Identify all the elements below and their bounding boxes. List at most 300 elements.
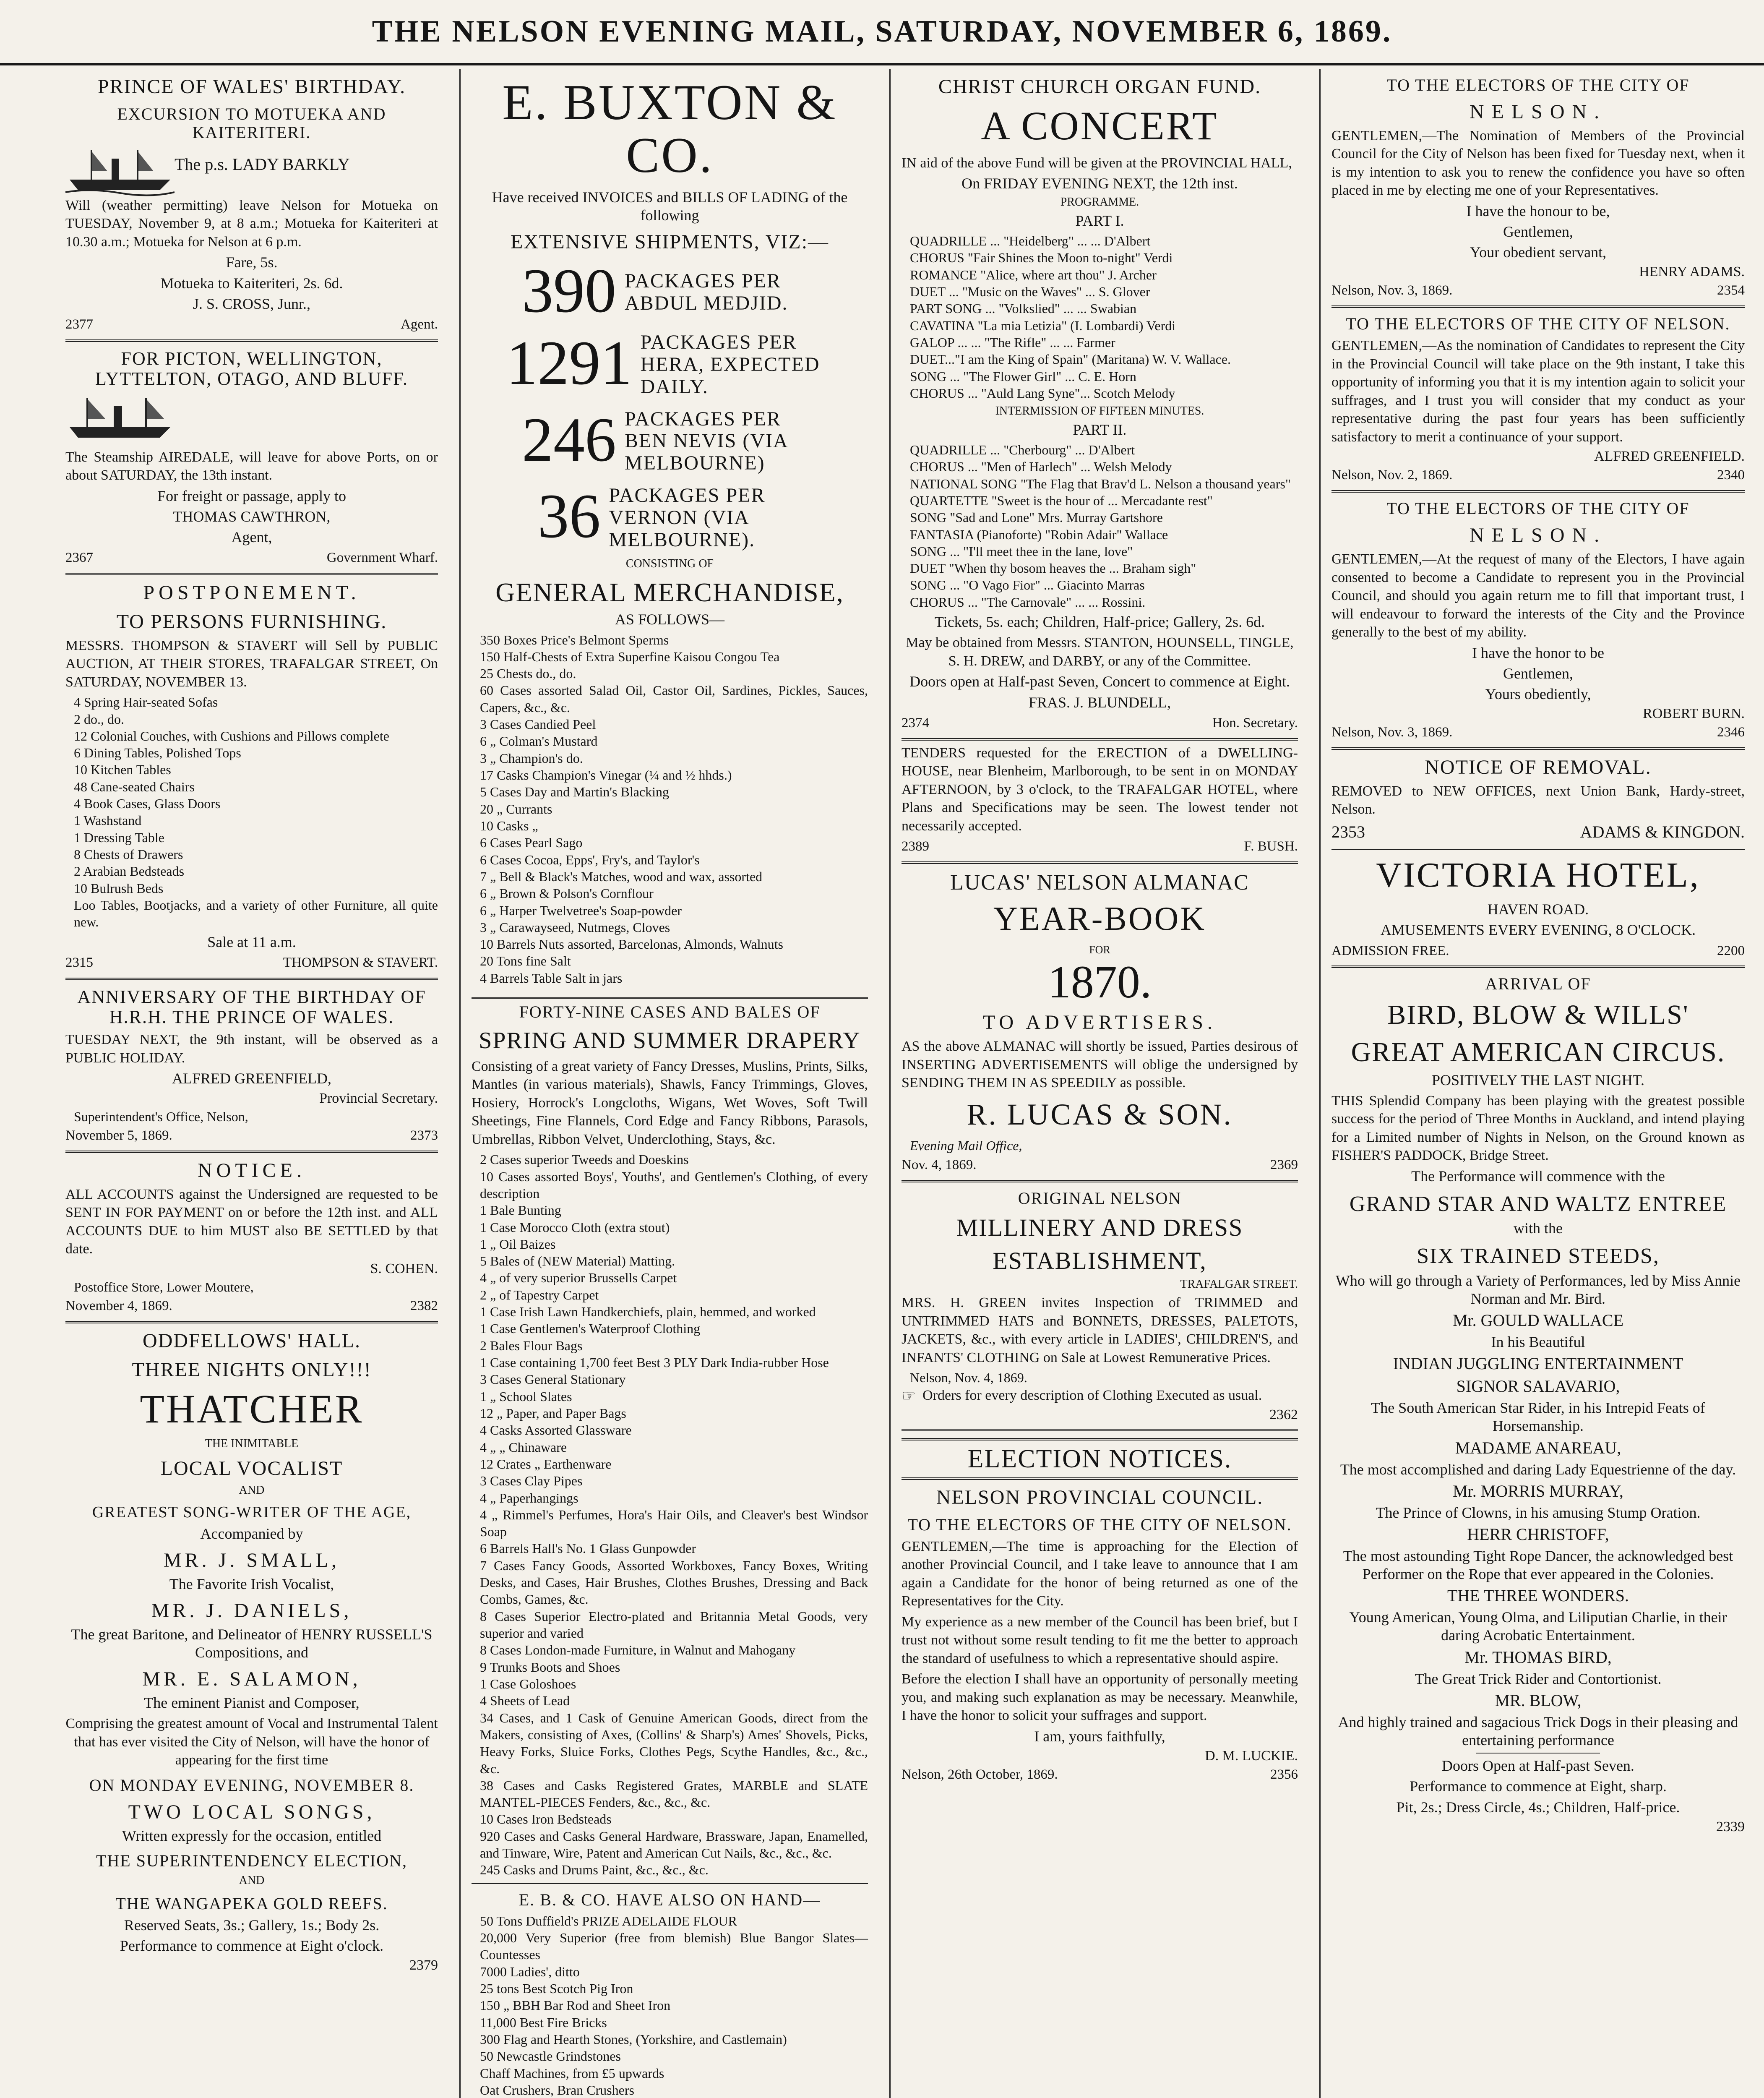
- ad-election-greenfield: [1331, 315, 1745, 493]
- list-item: 20 „ Currants: [480, 801, 552, 817]
- list-item: 1 „ Oil Baizes: [480, 1236, 556, 1252]
- ad-millinery: [902, 1189, 1298, 1431]
- list-item: 1 „ School Slates: [480, 1388, 572, 1404]
- list-item: 50 Newcastle Grindstones: [480, 2048, 621, 2064]
- ad-city: NELSON.: [1469, 101, 1607, 123]
- ad-number: 2339: [1716, 1819, 1745, 1834]
- list-item: 2 do., do.: [74, 711, 124, 727]
- list-item: 2 „ of Tapestry Carpet: [480, 1287, 599, 1302]
- list-item: 25 tons Best Scotch Pig Iron: [480, 1981, 633, 1996]
- ad-number: 2369: [1270, 1157, 1298, 1172]
- ad-footer: [1331, 942, 1745, 960]
- list-item: DUET..."I am the King of Spain" (Maritana) W. V. Wallace.: [910, 352, 1231, 367]
- ad-removal: [1331, 757, 1745, 850]
- list-item: GALOP ... ... "The Rifle" ... ... Farmer: [910, 334, 1115, 350]
- performance-intro: The Performance will commence with the: [1411, 1167, 1665, 1185]
- programme-part-1: [902, 232, 1298, 402]
- list-item: SONG "Sad and Lone" Mrs. Murray Gartshore: [910, 510, 1163, 525]
- list-item: 1 Dressing Table: [74, 830, 164, 845]
- ad-to: TO THE ELECTORS OF THE CITY OF: [1386, 76, 1690, 94]
- act-desc: The most accomplished and daring Lady Equestrienne of the day.: [1340, 1461, 1736, 1478]
- doors-note: Doors Open at Half-past Seven.: [1442, 1757, 1634, 1774]
- ad-heading: NOTICE.: [198, 1159, 306, 1182]
- fare: Fare, 5s.: [226, 254, 278, 271]
- ad-title: TO PERSONS FURNISHING.: [116, 610, 387, 633]
- programme-heading: PROGRAMME.: [1060, 196, 1139, 209]
- performer-name: THATCHER: [140, 1386, 364, 1431]
- pointing-hand-icon: ☞: [902, 1387, 916, 1405]
- list-item: 8 Cases London-made Furniture, in Walnut and Mahogany: [480, 1642, 796, 1658]
- ad-buxton: [472, 76, 868, 991]
- act-desc: Young American, Young Olma, and Liliputian Charlie, in their daring Acrobatic Entertainment.: [1349, 1609, 1727, 1644]
- package-count: 390: [522, 256, 616, 326]
- list-item: 34 Cases, and 1 Cask of Genuine American Goods, direct from the Makers, consisting of Axes, (Collins' & Sharp's) Ames' Shovels, Picks, Heavy Forks, Sluice Forks, Clothes Pegs, Scythe Handles, &c., &c., &c.: [480, 1710, 868, 1776]
- ad-body: ALL ACCOUNTS against the Undersigned are requested to be SENT IN FOR PAYMENT on or before the 12th inst. and ALL ACCOUNTS DUE to him MUST also BE SETTLED by that date.: [65, 1186, 438, 1257]
- almanac-title: LUCAS' NELSON ALMANAC: [950, 871, 1249, 895]
- almanac-subtitle: YEAR-BOOK: [993, 900, 1206, 938]
- steamship-icon: [65, 146, 175, 196]
- line: Accompanied by: [200, 1525, 303, 1542]
- ad-number: 2353: [1331, 822, 1365, 841]
- list-item: 5 Cases Day and Martin's Blacking: [480, 784, 670, 800]
- agent-title: Agent,: [231, 528, 272, 545]
- ad-number: 2340: [1717, 467, 1745, 483]
- list-item: 8 Chests of Drawers: [74, 847, 183, 862]
- obtain-note: May be obtained from Messrs. STANTON, HOUNSELL, TINGLE, S. H. DREW, and DARBY, or any of the Committee.: [906, 635, 1294, 669]
- ad-footer: [65, 549, 438, 567]
- place: Postoffice Store, Lower Moutere,: [74, 1279, 254, 1294]
- act-name: Mr. GOULD WALLACE: [1452, 1310, 1623, 1330]
- ad-oddfellows: [65, 1330, 438, 1979]
- office: Evening Mail Office,: [910, 1138, 1022, 1153]
- list-item: DUET "When thy bosom heaves the ... Braham sigh": [910, 561, 1196, 576]
- list-item: 1 Case Morocco Cloth (extra stout): [480, 1219, 670, 1235]
- shipment: [472, 478, 868, 554]
- ad-heading: PRINCE OF WALES' BIRTHDAY.: [97, 76, 406, 98]
- ad-signature: ADAMS & KINGDON.: [1580, 822, 1745, 841]
- song-title: THE WANGAPEKA GOLD REEFS.: [115, 1894, 388, 1913]
- ad-number: 2379: [409, 1957, 438, 1973]
- act-desc: The Great Trick Rider and Contortionist.: [1415, 1670, 1662, 1687]
- line: Written expressly for the occasion, entitled: [122, 1827, 382, 1844]
- act-desc: The Prince of Clowns, in his amusing Stump Oration.: [1376, 1504, 1701, 1521]
- agent-place: Government Wharf.: [326, 550, 438, 566]
- section-heading: ELECTION NOTICES.: [902, 1438, 1298, 1480]
- programme-part-2: [902, 441, 1298, 611]
- grand-entree: GRAND STAR AND WALTZ ENTREE: [1349, 1192, 1727, 1216]
- ad-body: GENTLEMEN,—As the nomination of Candidates to represent the City in the Provincial Council will take place on the 9th instant, I take this opportunity of informing you that it is my intention again to solicit your suffrages, and I trust you will consider that my conduct as your representative during the past four years has been sufficiently satisfactory to merit a continuance of your support.: [1331, 338, 1745, 445]
- hotel-road: HAVEN ROAD.: [1487, 901, 1589, 918]
- package-count: 246: [522, 404, 616, 475]
- list-item: 6 Barrels Hall's No. 1 Glass Gunpowder: [480, 1541, 696, 1556]
- ad-notice-cohen: [65, 1160, 438, 1323]
- freight-note: For freight or passage, apply to: [157, 487, 346, 504]
- list-item: 10 Cases assorted Boys', Youths', and Gentlemen's Clothing, of every description: [480, 1169, 868, 1201]
- performer: MR. E. SALAMON,: [142, 1668, 361, 1691]
- ad-number: 2362: [1269, 1406, 1298, 1422]
- drapery-items: [472, 1151, 868, 1878]
- list-item: 4 Book Cases, Glass Doors: [74, 796, 221, 812]
- admission: ADMISSION FREE.: [1331, 943, 1449, 958]
- act-desc: The South American Star Rider, in his Intrepid Feats of Horsemanship.: [1371, 1399, 1705, 1435]
- ad-heading: POSTPONEMENT.: [143, 582, 360, 604]
- list-item: 12 „ Paper, and Paper Bags: [480, 1405, 626, 1421]
- prices: Pit, 2s.; Dress Circle, 4s.; Children, Half-price.: [1396, 1798, 1680, 1816]
- list-item: SONG ... "I'll meet thee in the lane, love": [910, 543, 1133, 559]
- shipment: [472, 402, 868, 478]
- list-item: 245 Casks and Drums Paint, &c., &c., &c.: [480, 1862, 709, 1878]
- list-item: FANTASIA (Pianoforte) "Robin Adair" Wallace: [910, 527, 1168, 542]
- closing: I am, yours faithfully,: [1034, 1727, 1165, 1745]
- ad-signature: HENRY ADAMS.: [1639, 264, 1745, 280]
- list-item: 25 Chests do., do.: [480, 666, 576, 681]
- line: CONSISTING OF: [625, 557, 714, 571]
- act-name: Mr. THOMAS BIRD,: [1464, 1647, 1612, 1667]
- ad-body: MESSRS. THOMPSON & STAVERT will Sell by PUBLIC AUCTION, AT THEIR STORES, TRAFALGAR STREET, On SATURDAY, NOVEMBER 13.: [65, 637, 438, 690]
- ad-signature: ALFRED GREENFIELD.: [1594, 449, 1745, 464]
- circus-title: GREAT AMERICAN CIRCUS.: [1351, 1037, 1725, 1067]
- ad-signature: FRAS. J. BLUNDELL,: [1028, 694, 1171, 711]
- ad-body: GENTLEMEN,—The time is approaching for the Election of another Provincial Council, and I take leave to announce that I am again a Candidate for the honor of being returned as one of the Representatives for the City.: [902, 1538, 1298, 1609]
- tickets: Tickets, 5s. each; Children, Half-price; Gallery, 2s. 6d.: [934, 613, 1265, 631]
- list-item: 6 „ Harper Twelvetree's Soap-powder: [480, 903, 682, 918]
- circus-acts: [1331, 1310, 1745, 1749]
- list-item: 50 Tons Duffield's PRIZE ADELAIDE FLOUR: [480, 1913, 737, 1928]
- list-item: QUADRILLE ... "Cherbourg" ... D'Albert: [910, 442, 1135, 457]
- ad-body: THIS Splendid Company has been playing with the greatest possible success for the period of Three Months in Auckland, and intend playing for a Limited number of Nights in Nelson, on the Ground known as FISHER'S PADDOCK, Bridge Street.: [1331, 1093, 1745, 1164]
- package-count: 36: [537, 481, 601, 551]
- office: Superintendent's Office, Nelson,: [74, 1109, 248, 1124]
- ad-election-burn: [1331, 499, 1745, 750]
- ad-title: NELSON PROVINCIAL COUNCIL.: [936, 1486, 1264, 1508]
- list-item: 350 Boxes Price's Belmont Sperms: [480, 632, 669, 647]
- ad-tenders: [902, 744, 1298, 864]
- performer: MR. J. SMALL,: [163, 1549, 340, 1572]
- list-item: 4 Sheets of Lead: [480, 1693, 570, 1709]
- list-item: 10 Cases Iron Bedsteads: [480, 1811, 612, 1827]
- almanac-year: 1870.: [1047, 956, 1152, 1008]
- ad-heading: ODDFELLOWS' HALL.: [143, 1329, 361, 1352]
- ad-auction: [65, 582, 438, 980]
- list-item: QUARTETTE "Sweet is the hour of ... Mercadante rest": [910, 493, 1213, 508]
- act-name: MR. BLOW,: [1495, 1691, 1582, 1710]
- ad-body-2: My experience as a new member of the Council has been brief, but I trust not without some result tending to fit me the better to approach the standard of usefulness to which a representative should aspire.: [902, 1614, 1298, 1666]
- ad-signature-title: Provincial Secretary.: [319, 1090, 438, 1106]
- ad-signature: D. M. LUCKIE.: [1205, 1748, 1298, 1764]
- list-item: 3 „ Carawayseed, Nutmegs, Cloves: [480, 919, 670, 935]
- street: TRAFALGAR STREET.: [1180, 1278, 1298, 1291]
- list-item: 300 Flag and Hearth Stones, (Yorkshire, and Castlemain): [480, 2031, 787, 2047]
- sale-time: Sale at 11 a.m.: [207, 933, 296, 950]
- list-item: QUADRILLE ... "Heidelberg" ... ... D'Albert: [910, 233, 1151, 249]
- act: [1331, 1438, 1745, 1479]
- closing-2: Gentlemen,: [1503, 223, 1573, 240]
- act-name: MADAME ANAREAU,: [1455, 1438, 1621, 1457]
- list-item: 17 Casks Champion's Vinegar (¼ and ½ hhds.): [480, 767, 732, 783]
- ad-date: Nelson, Nov. 3, 1869.: [1331, 725, 1453, 740]
- ad-title: E. B. & CO. HAVE ALSO ON HAND—: [519, 1890, 821, 1909]
- event-date: ON MONDAY EVENING, NOVEMBER 8.: [89, 1775, 414, 1795]
- shipment: [472, 257, 868, 325]
- ad-heading: NOTICE OF REMOVAL.: [1425, 756, 1652, 779]
- list-item: 10 Kitchen Tables: [74, 762, 171, 778]
- list-item: CAVATINA "La mia Letizia" (I. Lombardi) Verdi: [910, 318, 1176, 333]
- ad-body: Comprising the greatest amount of Vocal and Instrumental Talent that has ever visited the City of Nelson, will have the honor of appearing for the first time: [65, 1716, 438, 1768]
- ad-heading: CHRIST CHURCH ORGAN FUND.: [938, 76, 1261, 98]
- list-item: 1 Case Gentlemen's Waterproof Clothing: [480, 1321, 701, 1336]
- ad-signature: THOMPSON & STAVERT.: [283, 955, 438, 970]
- list-item: 10 Barrels Nuts assorted, Barcelonas, Almonds, Walnuts: [480, 937, 783, 952]
- ad-title: FORTY-NINE CASES AND BALES OF: [472, 997, 868, 1021]
- column-2: [459, 69, 879, 2098]
- ad-footer: [65, 954, 438, 972]
- performer-desc: The eminent Pianist and Composer,: [144, 1694, 360, 1712]
- ad-signature: ROBERT BURN.: [1643, 706, 1745, 722]
- list-item: 4 „ „ Chinaware: [480, 1439, 567, 1455]
- line: TWO LOCAL SONGS,: [128, 1801, 375, 1823]
- ad-steamship-airedale: [65, 349, 438, 575]
- ad-body: AS the above ALMANAC will shortly be issued, Parties desirous of INSERTING ADVERTISEMENTS will oblige the undersigned by SENDING THEM IN AS SPEEDILY as possible.: [902, 1039, 1298, 1091]
- ad-signature-title: Hon. Secretary.: [1212, 715, 1298, 731]
- list-item: 2 Arabian Bedsteads: [74, 864, 185, 879]
- ad-title: A CONCERT: [981, 103, 1219, 148]
- ad-body: Consisting of a great variety of Fancy Dresses, Muslins, Prints, Silks, Mantles (in various materials), Shawls, Fancy Trimmings, Gloves, Hosiery, Horrock's Longcloths, Wigans, Wet Woves, Soft Twill Sheetings, Fine Flannels, Cord Edge and Fancy Ribbons, Parasols, Umbrellas, Ribbon Velvet, Underclothing, Stays, &c.: [472, 1058, 868, 1147]
- steeds-desc: Who will go through a Variety of Performances, led by Miss Annie Norman and Mr. Bird.: [1335, 1272, 1741, 1307]
- act-desc-2: INDIAN JUGGLING ENTERTAINMENT: [1393, 1354, 1683, 1373]
- ad-number: 2356: [1270, 1767, 1298, 1782]
- list-item: CHORUS ... "The Carnovale" ... ... Rossini.: [910, 594, 1146, 610]
- list-item: 9 Trunks Boots and Shoes: [480, 1659, 620, 1675]
- package-count: 1291: [506, 328, 632, 398]
- ad-signature: S. COHEN.: [370, 1260, 438, 1276]
- ad-date: Nelson, Nov. 3, 1869.: [1331, 283, 1453, 298]
- ad-signature: F. BUSH.: [1244, 839, 1298, 854]
- ad-date: November 4, 1869.: [65, 1298, 172, 1314]
- line: AND: [239, 1483, 265, 1497]
- act: [1331, 1376, 1745, 1435]
- package-vessel: PACKAGES PER VERNON (VIA MELBOURNE).: [609, 484, 766, 551]
- line: EXTENSIVE SHIPMENTS, VIZ:—: [510, 231, 829, 253]
- advertisers-heading: TO ADVERTISERS.: [983, 1011, 1217, 1034]
- ad-footer: [902, 1766, 1298, 1784]
- ad-date: Nelson, 26th October, 1869.: [902, 1767, 1058, 1782]
- auction-items: [65, 694, 438, 930]
- ad-body: TENDERS requested for the ERECTION of a DWELLING-HOUSE, near Blenheim, Marlborough, to be sent in on MONDAY AFTERNOON, by 3 o'clock, to the TRAFALGAR HOTEL, where Plans and Specifications may be seen. The lowest tender not necessarily accepted.: [902, 745, 1298, 834]
- ad-footer: [1331, 821, 1745, 843]
- shipment: [472, 325, 868, 401]
- agent-name: THOMAS CAWTHRON,: [173, 508, 331, 525]
- ad-title: E. BUXTON & CO.: [502, 74, 837, 183]
- list-item: 150 „ BBH Bar Rod and Sheet Iron: [480, 1998, 671, 2013]
- event-date: On FRIDAY EVENING NEXT, the 12th inst.: [961, 175, 1238, 192]
- song-title: THE SUPERINTENDENCY ELECTION,: [96, 1851, 407, 1870]
- ad-title: FOR PICTON, WELLINGTON, LYTTELTON, OTAGO, AND BLUFF.: [95, 348, 409, 389]
- list-item: 10 Bulrush Beds: [74, 880, 164, 896]
- act: [1331, 1691, 1745, 1749]
- closing-3: Yours obediently,: [1485, 686, 1591, 703]
- ad-to: TO THE ELECTORS OF THE CITY OF NELSON.: [907, 1515, 1292, 1534]
- last-night: POSITIVELY THE LAST NIGHT.: [1431, 1071, 1645, 1088]
- list-item: Loo Tables, Bootjacks, and a variety of other Furniture, all quite new.: [74, 897, 438, 930]
- list-item: 2 Cases superior Tweeds and Doeskins: [480, 1152, 689, 1167]
- column-1: [55, 69, 449, 2098]
- list-item: CHORUS "Fair Shines the Moon to-night" Verdi: [910, 250, 1173, 266]
- act-name: HERR CHRISTOFF,: [1467, 1524, 1609, 1544]
- ad-title: THREE NIGHTS ONLY!!!: [132, 1358, 372, 1381]
- list-item: 1 Bale Bunting: [480, 1203, 561, 1218]
- part-heading: PART II.: [1073, 421, 1127, 438]
- ad-body: GENTLEMEN,—The Nomination of Members of the Provincial Council for the City of Nelson has been fixed for Tuesday next, when it is my intention to ask you to renew the confidence you have so often placed in me by electing me one of your Representatives.: [1331, 128, 1745, 198]
- list-item: 7000 Ladies', ditto: [480, 1964, 580, 1979]
- list-item: NATIONAL SONG "The Flag that Brav'd L. Nelson a thousand years": [910, 476, 1291, 491]
- ad-number: 2382: [410, 1298, 438, 1314]
- act-desc: The most astounding Tight Rope Dancer, the acknowledged best Performer on the Rope that ever appeared in the Colonies.: [1343, 1547, 1733, 1583]
- ad-date: Nelson, Nov. 2, 1869.: [1331, 467, 1453, 483]
- act: [1331, 1647, 1745, 1688]
- steamship-icon: [65, 394, 175, 444]
- list-item: ROMANCE "Alice, where art thou" J. Archer: [910, 267, 1157, 282]
- list-item: 48 Cane-seated Chairs: [74, 779, 195, 794]
- ad-footer: [1331, 282, 1745, 300]
- ad-footer: [902, 1156, 1298, 1174]
- performer: MR. J. DANIELS,: [151, 1600, 352, 1622]
- performance-time: Performance to commence at Eight, sharp.: [1410, 1778, 1667, 1795]
- ad-also-on-hand: [472, 1891, 868, 2098]
- list-item: 20 Tons fine Salt: [480, 953, 571, 969]
- line: AS FOLLOWS—: [615, 611, 725, 628]
- prices: Reserved Seats, 3s.; Gallery, 1s.; Body 2s.: [124, 1916, 380, 1934]
- list-item: 1 Case containing 1,700 feet Best 3 PLY Dark India-rubber Hose: [480, 1355, 829, 1370]
- act-name: THE THREE WONDERS.: [1447, 1586, 1629, 1605]
- ad-number: 2354: [1717, 283, 1745, 298]
- list-item: 6 Cases Cocoa, Epps', Fry's, and Taylor's: [480, 852, 700, 867]
- ad-footer: [65, 316, 438, 334]
- arrival: ARRIVAL OF: [1485, 974, 1591, 994]
- list-item: 3 Cases Candied Peel: [480, 717, 596, 732]
- list-item: PART SONG ... "Volkslied" ... ... Swabian: [910, 301, 1137, 316]
- ad-date: November 5, 1869.: [65, 1127, 172, 1143]
- ad-excursion: [65, 76, 438, 342]
- list-item: SONG ... "O Vago Fior" ... Giacinto Marras: [910, 577, 1145, 593]
- steeds: SIX TRAINED STEEDS,: [1417, 1244, 1660, 1268]
- ad-footer: [65, 1297, 438, 1315]
- ad-victoria-hotel: [1331, 857, 1745, 968]
- act: [1331, 1481, 1745, 1522]
- ad-holiday: [65, 987, 438, 1153]
- ad-drapery: [472, 997, 868, 1884]
- package-vessel: PACKAGES PER HERA, EXPECTED DAILY.: [640, 331, 820, 398]
- list-item: 3 Cases General Stationary: [480, 1372, 626, 1387]
- ad-date: Nelson, Nov. 4, 1869.: [910, 1370, 1027, 1386]
- ad-heading: ORIGINAL NELSON: [1018, 1188, 1182, 1208]
- ad-number: 2200: [1717, 943, 1745, 958]
- divider: [1476, 1753, 1600, 1754]
- list-item: 3 Cases Clay Pipes: [480, 1473, 583, 1489]
- ad-circus: [1331, 975, 1745, 1840]
- line: Have received INVOICES and BILLS OF LADING of the following: [492, 189, 848, 224]
- list-item: 1 Case Goloshoes: [480, 1676, 576, 1691]
- list-item: 1 Washstand: [74, 813, 142, 828]
- newspaper-title: THE NELSON EVENING MAIL, SATURDAY, NOVEMBER 6, 1869.: [372, 14, 1392, 49]
- list-item: 11,000 Best Fire Bricks: [480, 2014, 607, 2030]
- ad-title-2: ESTABLISHMENT,: [993, 1247, 1207, 1275]
- list-item: CHORUS ... "Men of Harlech" ... Welsh Melody: [910, 459, 1172, 475]
- ad-signature: ALFRED GREENFIELD,: [172, 1070, 331, 1087]
- ad-body-3: Before the election I shall have an opportunity of personally meeting you, and making such explanation as may be necessary. Meanwhile, I have the honor to solicit your suffrages and support.: [902, 1671, 1298, 1724]
- intermission: INTERMISSION OF FIFTEEN MINUTES.: [995, 404, 1204, 418]
- ad-body: GENTLEMEN,—At the request of many of the Electors, I have again consented to become a Candidate to represent you in the Provincial Council, and should you again return me to fill that important trust, I will endeavour to forward the interests of the City and the Province generally to the best of my ability.: [1331, 551, 1745, 640]
- list-item: 7 „ Bell & Black's Matches, wood and wax, assorted: [480, 869, 763, 884]
- list-item: 6 Dining Tables, Polished Tops: [74, 745, 241, 761]
- drapery-title: SPRING AND SUMMER DRAPERY: [479, 1028, 861, 1054]
- line: LOCAL VOCALIST: [160, 1457, 343, 1480]
- list-item: 12 Crates „ Earthenware: [480, 1456, 612, 1472]
- list-item: Chaff Machines, from £5 upwards: [480, 2065, 664, 2081]
- package-vessel: PACKAGES PER BEN NEVIS (VIA MELBOURNE): [625, 407, 787, 475]
- line: THE INIMITABLE: [205, 1437, 299, 1451]
- list-item: 920 Cases and Casks General Hardware, Brassware, Japan, Enamelled, and Tinware, Wire, Patent and American Cut Nails, &c., &c., &c.: [480, 1828, 868, 1861]
- ad-to: TO THE ELECTORS OF THE CITY OF NELSON.: [1346, 314, 1730, 334]
- agent-name: J. S. CROSS, Junr.,: [193, 295, 311, 312]
- list-item: DUET ... "Music on the Waves" ... S. Glover: [910, 284, 1150, 300]
- ad-footer: [1331, 466, 1745, 484]
- orders-note: [902, 1386, 1298, 1405]
- with: with the: [1514, 1220, 1563, 1237]
- closing: I have the honor to be: [1472, 644, 1604, 661]
- part-heading: PART I.: [1075, 212, 1124, 229]
- list-item: SONG ... "The Flower Girl" ... C. E. Horn: [910, 368, 1136, 384]
- act-desc: And highly trained and sagacious Trick Dogs in their pleasing and entertaining performance: [1338, 1713, 1738, 1749]
- ad-number: 2315: [65, 955, 93, 970]
- act-name: Mr. MORRIS MURRAY,: [1453, 1481, 1623, 1500]
- amusements: AMUSEMENTS EVERY EVENING, 8 O'CLOCK.: [1380, 921, 1696, 939]
- ad-body: The Steamship AIREDALE, will leave for above Ports, on or about SATURDAY, the 13th instant.: [65, 449, 438, 483]
- act-desc: In his Beautiful: [1491, 1333, 1585, 1350]
- list-item: 60 Cases assorted Salad Oil, Castor Oil, Sardines, Pickles, Sauces, Capers, &c., &c.: [480, 683, 868, 715]
- act: [1331, 1310, 1745, 1374]
- ad-footer: [65, 1127, 438, 1145]
- list-item: 4 „ of very superior Brussells Carpet: [480, 1270, 677, 1286]
- list-item: Oat Crushers, Bran Crushers: [480, 2082, 634, 2098]
- ad-to: TO THE ELECTORS OF THE CITY OF: [1386, 499, 1690, 518]
- list-item: 3 „ Champion's do.: [480, 750, 583, 766]
- ad-number: 2389: [902, 839, 929, 854]
- ad-title: EXCURSION TO MOTUEKA AND KAITERITERI.: [117, 104, 386, 142]
- ad-number: 2373: [410, 1127, 438, 1143]
- ad-title: VICTORIA HOTEL,: [1376, 855, 1700, 895]
- ad-election-adams: [1331, 76, 1745, 308]
- list-item: 4 Spring Hair-seated Sofas: [74, 694, 218, 710]
- list-item: 6 Cases Pearl Sago: [480, 835, 583, 851]
- list-item: 6 „ Brown & Polson's Cornflour: [480, 886, 654, 901]
- orders-text: Orders for every description of Clothing Executed as usual.: [922, 1387, 1262, 1403]
- list-item: 8 Cases Superior Electro-plated and Britannia Metal Goods, very superior and varied: [480, 1608, 868, 1641]
- doors-note: Doors open at Half-past Seven, Concert to commence at Eight.: [909, 673, 1290, 690]
- ad-number: 2346: [1717, 725, 1745, 740]
- ad-footer: [902, 714, 1298, 732]
- list-item: 4 Casks Assorted Glassware: [480, 1422, 632, 1438]
- list-item: 7 Cases Fancy Goods, Assorted Workboxes, Fancy Boxes, Writing Desks, and Cases, Hair Brushes, Clothes Brushes, Dressing and Back Combs, Games, &c.: [480, 1558, 868, 1607]
- closing-2: Gentlemen,: [1503, 665, 1573, 682]
- ad-number: 2367: [65, 550, 93, 566]
- performer-desc: The Favorite Irish Vocalist,: [169, 1576, 334, 1593]
- ad-number: 2377: [65, 316, 93, 332]
- list-item: 2 Bales Flour Bags: [480, 1338, 583, 1353]
- ad-number: 2374: [902, 715, 929, 731]
- circus-owners: BIRD, BLOW & WILLS': [1387, 999, 1689, 1031]
- column-3: [889, 69, 1309, 2098]
- agent-title: Agent.: [401, 316, 438, 332]
